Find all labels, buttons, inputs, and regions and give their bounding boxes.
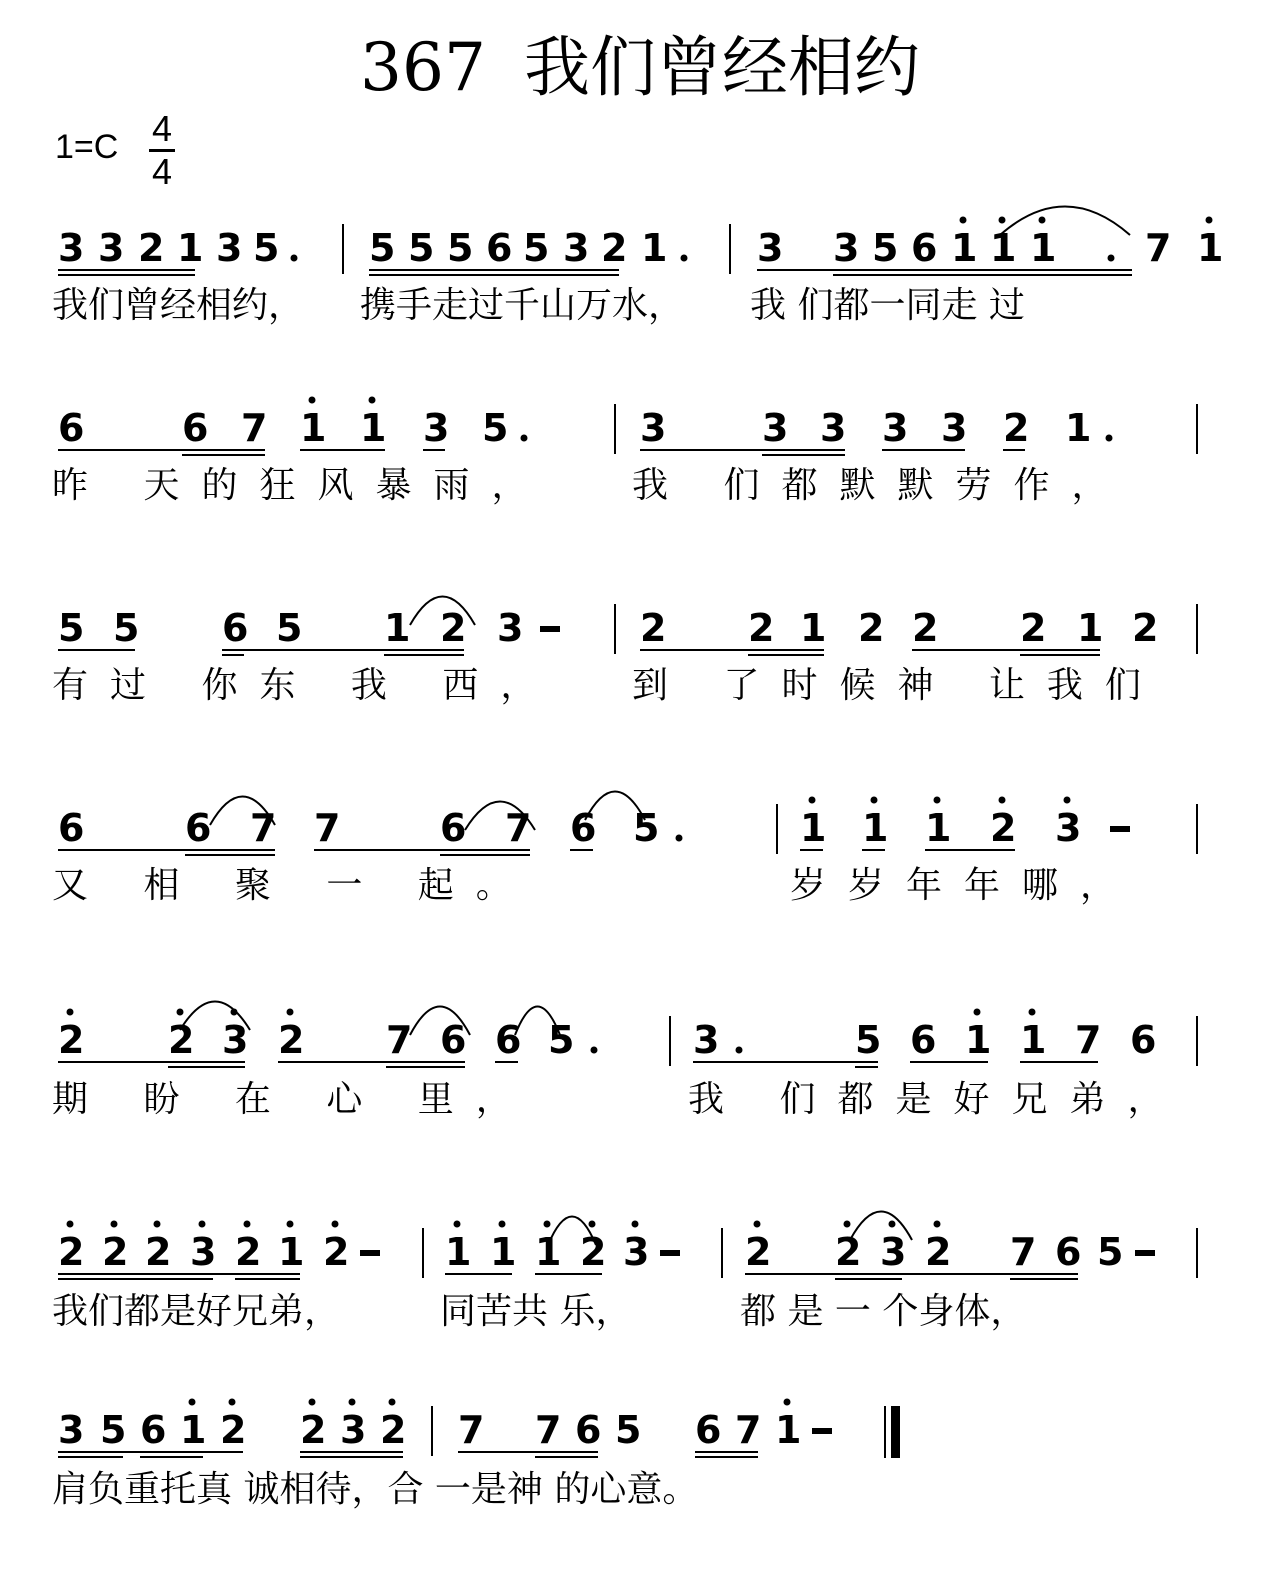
augmentation-dot — [521, 435, 528, 442]
note: 7 — [241, 406, 268, 450]
lyric-phrase: 我们都是好兄弟， — [52, 1291, 341, 1332]
octave-dot — [244, 1221, 251, 1228]
note: 3 — [216, 226, 243, 270]
note: 3 — [693, 1018, 720, 1062]
note: 3 — [58, 1408, 85, 1452]
note: 5 — [58, 606, 85, 650]
note-high: 2 — [990, 806, 1017, 850]
note: 5 — [408, 226, 435, 270]
note-high: 1 — [925, 806, 952, 850]
octave-dot — [499, 1221, 506, 1228]
note: 3 — [762, 406, 789, 450]
note-high: 2 — [168, 1018, 195, 1062]
octave-dot — [369, 397, 376, 404]
note: 3 — [58, 226, 85, 270]
octave-dot — [199, 1221, 206, 1228]
note: 6 — [185, 806, 212, 850]
lyric-phrase: 都 是 一 个身体， — [740, 1291, 1027, 1332]
lyric-phrase: 肩负重托真 诚相待，合 一是神 的心意。 — [52, 1469, 699, 1510]
note: 6 — [1130, 1018, 1157, 1062]
note-high: 2 — [235, 1230, 262, 1274]
note-high: 2 — [745, 1230, 772, 1274]
octave-dot — [754, 1221, 761, 1228]
octave-dot — [154, 1221, 161, 1228]
note-high: 2 — [580, 1230, 607, 1274]
octave-dot — [389, 1399, 396, 1406]
note: 6 — [58, 806, 85, 850]
octave-dot — [1206, 217, 1213, 224]
note: 5 — [523, 226, 550, 270]
octave-dot — [784, 1399, 791, 1406]
note: 3 — [757, 226, 784, 270]
octave-dot — [1064, 797, 1071, 804]
note-high: 1 — [300, 406, 327, 450]
note: 7 — [535, 1408, 562, 1452]
note-high: 1 — [535, 1230, 562, 1274]
lyric-phrase: 昨 天的狂风暴雨， — [52, 465, 550, 506]
octave-dot — [934, 1221, 941, 1228]
note: 1 — [177, 226, 204, 270]
note: 1 — [384, 606, 411, 650]
lyric-phrase: 到 了时候神 让我们 — [632, 665, 1163, 706]
note: 6 — [575, 1408, 602, 1452]
note: 6 — [440, 1018, 467, 1062]
note: 3 — [497, 606, 524, 650]
note-high: 2 — [220, 1408, 247, 1452]
octave-dot — [999, 217, 1006, 224]
note: 3 — [563, 226, 590, 270]
lyric-phrase: 我 们都默默劳作， — [632, 465, 1130, 506]
final-bar-thick — [891, 1406, 900, 1458]
note: 2 — [748, 606, 775, 650]
note: 6 — [182, 406, 209, 450]
augmentation-dot — [681, 255, 688, 262]
note-high: 2 — [323, 1230, 350, 1274]
note-high: 1 — [800, 806, 827, 850]
note-high: 1 — [775, 1408, 802, 1452]
octave-dot — [67, 1221, 74, 1228]
octave-dot — [287, 1009, 294, 1016]
note: 6 — [570, 806, 597, 850]
note: 3 — [941, 406, 968, 450]
note-high: 1 — [951, 226, 978, 270]
note-high: 1 — [1030, 226, 1057, 270]
octave-dot — [332, 1221, 339, 1228]
octave-dot — [999, 797, 1006, 804]
note: 2 — [440, 606, 467, 650]
note: 1 — [800, 606, 827, 650]
note: 7 — [735, 1408, 762, 1452]
extension-dash — [1135, 1250, 1155, 1256]
lyric-phrase: 我们曾经相约， — [52, 285, 305, 326]
note: 5 — [1097, 1230, 1124, 1274]
lyric-phrase: 同苦共 乐， — [440, 1291, 632, 1332]
note: 6 — [695, 1408, 722, 1452]
note: 5 — [276, 606, 303, 650]
lyric-phrase: 有过 你东 我 西， — [52, 665, 559, 706]
note: 3 — [882, 406, 909, 450]
note-high: 1 — [990, 226, 1017, 270]
lyric-phrase: 岁岁年年哪， — [790, 865, 1139, 906]
note: 7 — [505, 806, 532, 850]
note-high: 1 — [1197, 226, 1224, 270]
time-top: 4 — [151, 108, 173, 149]
octave-dot — [309, 397, 316, 404]
song-number: 367 — [360, 29, 486, 106]
octave-dot — [871, 797, 878, 804]
note-high: 2 — [300, 1408, 327, 1452]
extension-dash — [1110, 826, 1130, 832]
note: 5 — [482, 406, 509, 450]
note: 6 — [1055, 1230, 1082, 1274]
note: 2 — [601, 226, 628, 270]
note: 3 — [423, 406, 450, 450]
note-high: 2 — [278, 1018, 305, 1062]
note-high: 1 — [862, 806, 889, 850]
note: 5 — [253, 226, 280, 270]
octave-dot — [934, 797, 941, 804]
note: 7 — [1145, 226, 1172, 270]
note-high: 2 — [102, 1230, 129, 1274]
note: 7 — [458, 1408, 485, 1452]
octave-dot — [67, 1009, 74, 1016]
note-high: 1 — [445, 1230, 472, 1274]
note: 5 — [100, 1408, 127, 1452]
note-high: 2 — [145, 1230, 172, 1274]
note: 1 — [641, 226, 668, 270]
note: 7 — [250, 806, 277, 850]
note-high: 3 — [190, 1230, 217, 1274]
octave-dot — [349, 1399, 356, 1406]
augmentation-dot — [676, 835, 683, 842]
note-high: 2 — [58, 1018, 85, 1062]
note: 5 — [548, 1018, 575, 1062]
note-high: 1 — [490, 1230, 517, 1274]
time-bottom: 4 — [151, 151, 173, 192]
lyric-phrase: 又 相 聚 一 起。 — [52, 865, 534, 906]
lyric-phrase: 期 盼 在 心 里， — [52, 1079, 534, 1120]
octave-dot — [454, 1221, 461, 1228]
octave-dot — [974, 1009, 981, 1016]
octave-dot — [589, 1221, 596, 1228]
slur — [1000, 207, 1130, 236]
note: 5 — [872, 226, 899, 270]
octave-dot — [229, 1399, 236, 1406]
lyric-phrase: 携手走过千山万水， — [360, 285, 685, 326]
note: 6 — [140, 1408, 167, 1452]
octave-dot — [309, 1399, 316, 1406]
octave-dot — [632, 1221, 639, 1228]
octave-dot — [111, 1221, 118, 1228]
note-high: 1 — [1020, 1018, 1047, 1062]
octave-dot — [844, 1221, 851, 1228]
song-name: 我们曾经相约 — [523, 29, 920, 106]
note-high: 1 — [278, 1230, 305, 1274]
note: 6 — [486, 226, 513, 270]
note-high: 1 — [180, 1408, 207, 1452]
augmentation-dot — [1108, 255, 1115, 262]
note-high: 2 — [835, 1230, 862, 1274]
octave-dot — [889, 1221, 896, 1228]
note: 5 — [113, 606, 140, 650]
note: 7 — [386, 1018, 413, 1062]
lyric-phrase: 我 们都一同走 过 — [750, 285, 1025, 326]
note: 2 — [1003, 406, 1030, 450]
note-high: 3 — [340, 1408, 367, 1452]
augmentation-dot — [291, 255, 298, 262]
octave-dot — [177, 1009, 184, 1016]
octave-dot — [809, 797, 816, 804]
augmentation-dot — [1106, 435, 1113, 442]
note: 2 — [640, 606, 667, 650]
extension-dash — [812, 1428, 832, 1434]
note: 7 — [314, 806, 341, 850]
note: 3 — [98, 226, 125, 270]
octave-dot — [189, 1399, 196, 1406]
note: 1 — [1077, 606, 1104, 650]
note: 3 — [640, 406, 667, 450]
key-signature: 1=C — [55, 128, 119, 166]
extension-dash — [540, 626, 560, 632]
note: 5 — [855, 1018, 882, 1062]
note: 5 — [447, 226, 474, 270]
octave-dot — [960, 217, 967, 224]
note-high: 3 — [623, 1230, 650, 1274]
note-high: 2 — [58, 1230, 85, 1274]
note: 6 — [222, 606, 249, 650]
note-high: 3 — [880, 1230, 907, 1274]
augmentation-dot — [591, 1047, 598, 1054]
extension-dash — [360, 1250, 380, 1256]
note: 6 — [911, 226, 938, 270]
note: 2 — [1132, 606, 1159, 650]
note: 7 — [1010, 1230, 1037, 1274]
octave-dot — [1029, 1009, 1036, 1016]
note: 1 — [1065, 406, 1092, 450]
octave-dot — [1039, 217, 1046, 224]
note-high: 2 — [925, 1230, 952, 1274]
note: 7 — [1075, 1018, 1102, 1062]
note: 5 — [615, 1408, 642, 1452]
note-high: 3 — [1055, 806, 1082, 850]
note: 6 — [440, 806, 467, 850]
note: 3 — [820, 406, 847, 450]
note: 2 — [858, 606, 885, 650]
note-high: 1 — [965, 1018, 992, 1062]
augmentation-dot — [736, 1047, 743, 1054]
extension-dash — [660, 1250, 680, 1256]
note: 6 — [910, 1018, 937, 1062]
note-high: 3 — [222, 1018, 249, 1062]
note: 5 — [369, 226, 396, 270]
note: 5 — [633, 806, 660, 850]
note: 2 — [912, 606, 939, 650]
note: 6 — [495, 1018, 522, 1062]
octave-dot — [544, 1221, 551, 1228]
note: 2 — [1020, 606, 1047, 650]
note-high: 1 — [360, 406, 387, 450]
note-high: 2 — [380, 1408, 407, 1452]
note: 6 — [58, 406, 85, 450]
note: 2 — [138, 226, 165, 270]
lyric-phrase: 我 们都是好兄弟， — [688, 1079, 1186, 1120]
octave-dot — [287, 1221, 294, 1228]
note: 3 — [833, 226, 860, 270]
